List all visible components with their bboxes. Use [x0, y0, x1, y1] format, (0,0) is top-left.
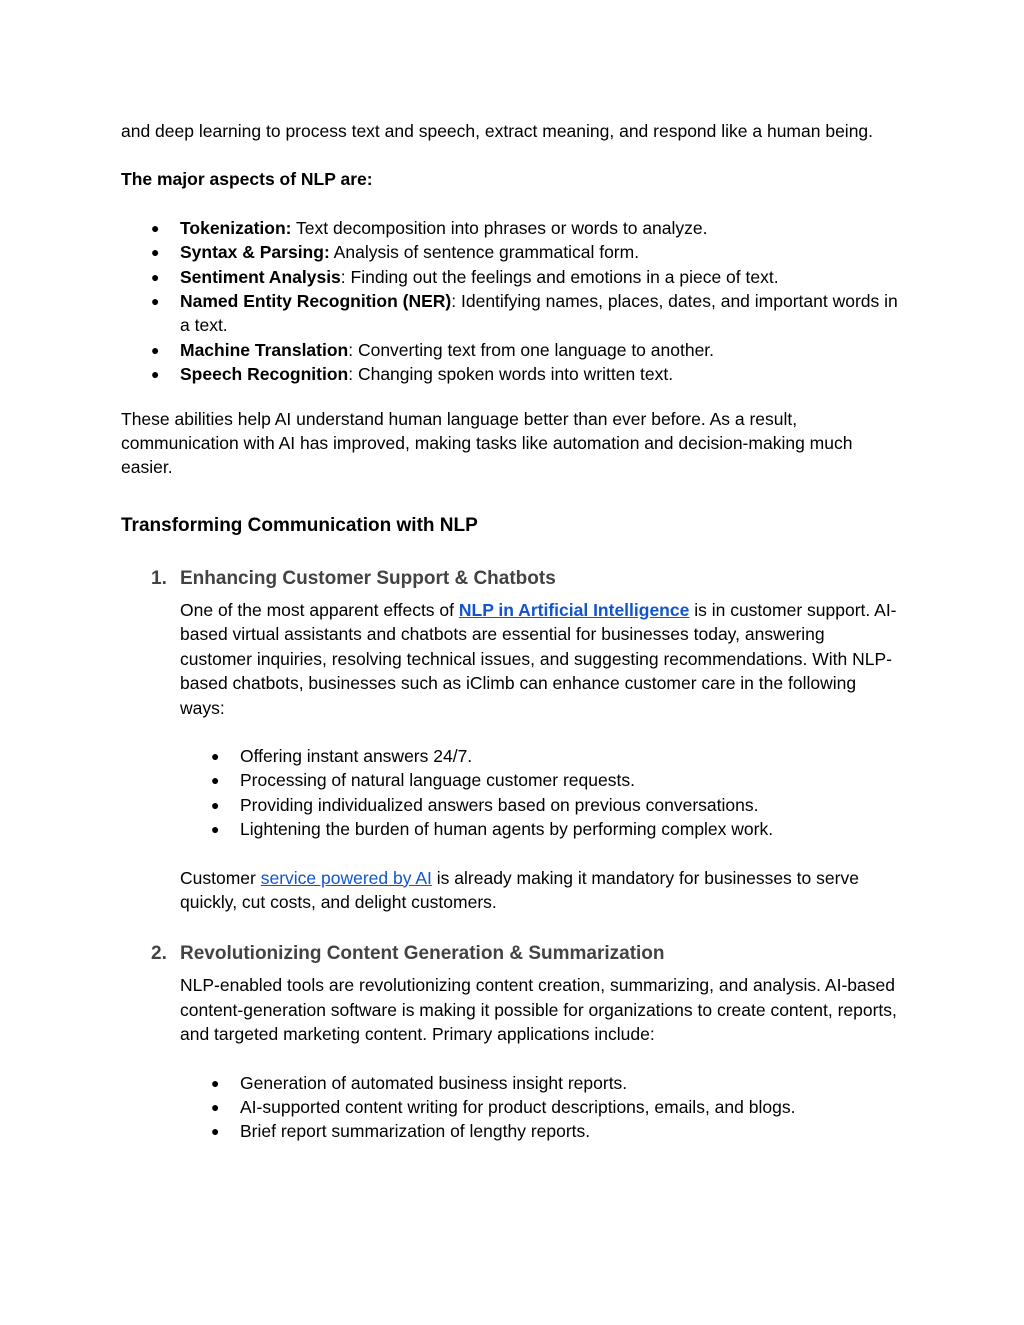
list-item: [211, 1119, 901, 1143]
item-title: Revolutionizing Content Generation & Summarization: [180, 943, 665, 965]
item-number: 1.: [151, 567, 167, 589]
list-item-text: Generation of automated business insight reports.: [240, 1072, 628, 1093]
bullet-icon: ●: [151, 219, 160, 236]
bullet-icon: ●: [211, 1123, 220, 1140]
item-body: [180, 598, 901, 720]
body-text: is already making it mandatory for businesses to serve quickly, cut costs, and delight customers.: [180, 867, 859, 912]
section-heading: Transforming Communication with NLP: [121, 514, 478, 536]
bullet-icon: ●: [211, 747, 220, 764]
aspect-term: Syntax & Parsing:: [180, 242, 330, 263]
list-item: [151, 265, 901, 289]
intro-paragraph: and deep learning to process text and speech, extract meaning, and respond like a human being.: [121, 121, 874, 141]
item-bullet-list: [180, 744, 901, 842]
bullet-icon: ●: [151, 268, 160, 285]
bullet-icon: ●: [151, 341, 160, 358]
list-item: [211, 744, 901, 768]
major-aspects-heading: The major aspects of NLP are:: [121, 169, 373, 190]
bullet-icon: ●: [211, 1074, 220, 1091]
list-item: [151, 240, 901, 264]
closing-paragraph: These abilities help AI understand human language better than ever before. As a result, communication with AI has improved, making tasks like automation and decision-making much easier.: [121, 408, 853, 478]
list-item: [151, 362, 901, 386]
aspect-desc: Text decomposition into phrases or words to analyze.: [291, 217, 708, 238]
item-title: Enhancing Customer Support & Chatbots: [180, 567, 556, 589]
aspect-term: Sentiment Analysis: [180, 266, 341, 287]
bullet-icon: ●: [211, 821, 220, 838]
numbered-item-2: [121, 941, 901, 1143]
numbered-item-1: [121, 566, 901, 914]
aspect-term: Named Entity Recognition (NER): [180, 291, 452, 312]
service-powered-by-ai-link[interactable]: service powered by AI: [260, 867, 432, 888]
nlp-in-ai-link[interactable]: NLP in Artificial Intelligence: [458, 599, 690, 620]
bullet-icon: ●: [211, 772, 220, 789]
bullet-icon: ●: [211, 1098, 220, 1115]
aspects-list: [121, 216, 901, 387]
aspect-desc: : Finding out the feelings and emotions in a piece of text.: [340, 266, 779, 287]
list-item: [211, 1071, 901, 1095]
list-item: [211, 793, 901, 817]
list-item-text: Processing of natural language customer requests.: [240, 770, 635, 791]
bullet-icon: ●: [151, 293, 160, 310]
document-page: [121, 119, 901, 1144]
list-item-text: Lightening the burden of human agents by performing complex work.: [240, 819, 774, 840]
bullet-icon: ●: [151, 244, 160, 261]
aspect-desc: : Identifying names, places, dates, and important words in a text.: [180, 291, 898, 336]
list-item-text: Brief report summarization of lengthy reports.: [240, 1121, 591, 1142]
body-text: Customer: [180, 867, 261, 888]
aspect-desc: : Changing spoken words into written text.: [348, 364, 674, 385]
list-item-text: Offering instant answers 24/7.: [240, 745, 473, 766]
list-item-text: AI-supported content writing for product descriptions, emails, and blogs.: [240, 1096, 796, 1117]
list-item: [211, 768, 901, 792]
aspect-desc: Analysis of sentence grammatical form.: [329, 242, 640, 263]
item-body: NLP-enabled tools are revolutionizing content creation, summarizing, and analysis. AI-based content-generation software is making it possible for organizations to create content, reports, and targeted marketing content. Primary applications include:: [180, 975, 897, 1045]
list-item: [151, 216, 901, 240]
aspect-desc: : Converting text from one language to another.: [348, 339, 715, 360]
list-item: [151, 289, 901, 338]
list-item-text: Providing individualized answers based on previous conversations.: [240, 794, 759, 815]
item-after-paragraph: [180, 866, 901, 915]
list-item: [151, 338, 901, 362]
aspect-term: Machine Translation: [180, 339, 349, 360]
aspect-term: Tokenization:: [180, 217, 292, 238]
item-number: 2.: [151, 943, 167, 965]
list-item: [211, 817, 901, 841]
body-text: is in customer support. AI-based virtual assistants and chatbots are essential for businesses today, answering customer inquiries, resolving technical issues, and suggesting recommendations. With NLP-based chatbots, businesses such as iClimb can enhance customer care in the following ways:: [180, 599, 897, 718]
bullet-icon: ●: [151, 366, 160, 383]
item-bullet-list: [180, 1071, 901, 1144]
list-item: [211, 1095, 901, 1119]
aspect-term: Speech Recognition: [180, 364, 349, 385]
body-text: One of the most apparent effects of: [180, 599, 459, 620]
bullet-icon: ●: [211, 796, 220, 813]
